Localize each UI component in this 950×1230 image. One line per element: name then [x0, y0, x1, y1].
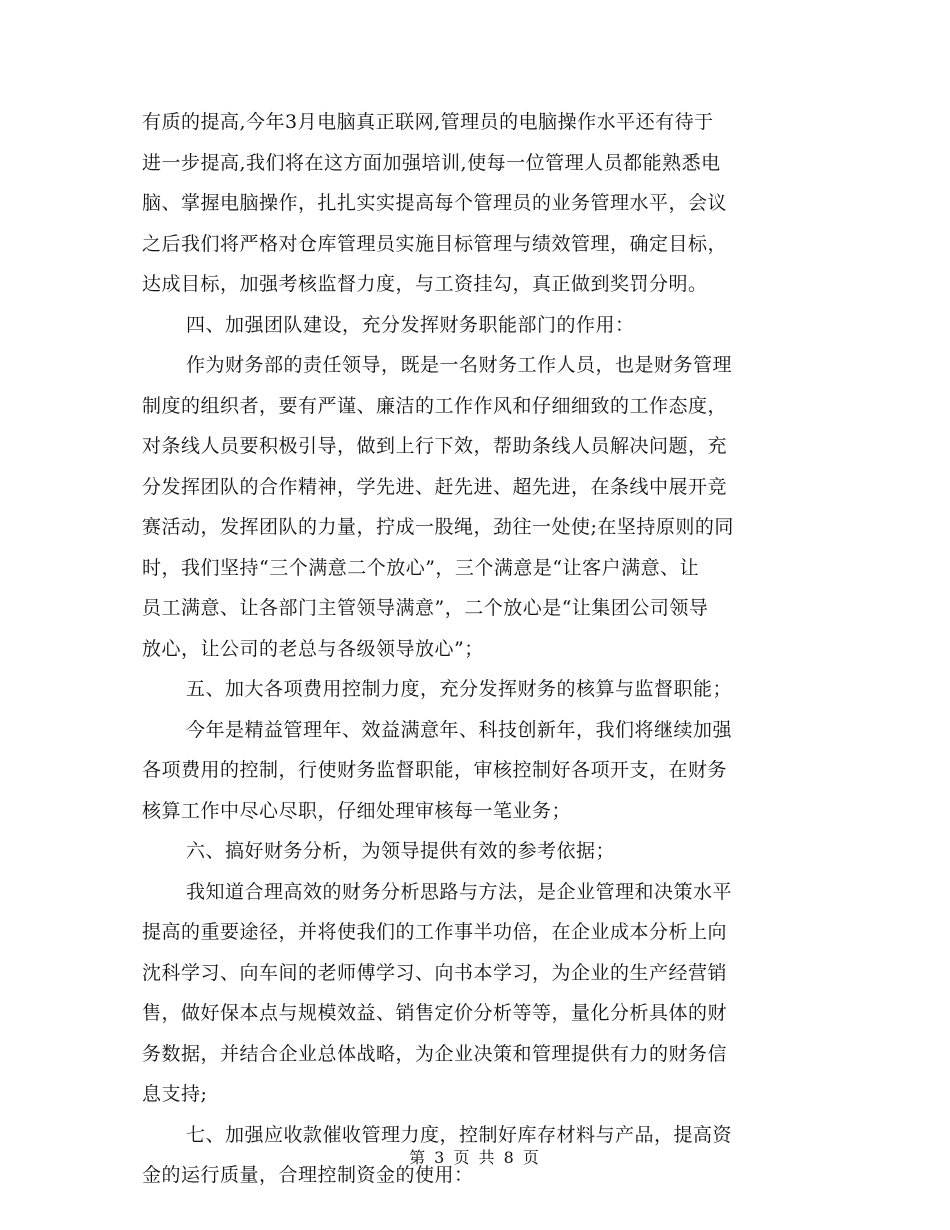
- section-heading: 六、搞好财务分析，为领导提供有效的参考依据；: [186, 840, 616, 862]
- text-line: 金的运行质量，合理控制资金的使用：: [142, 1164, 474, 1186]
- document-body: [142, 102, 802, 1196]
- page-number: 第 3 页 共 8 页: [409, 1148, 541, 1167]
- text-line: 息支持;: [142, 1083, 208, 1105]
- text-line: 对条线人员要积极引导，做到上行下效，帮助条线人员解决问题，充: [142, 435, 728, 457]
- text-line: 进一步提高,我们将在这方面加强培训,使每一位管理人员都能熟悉电: [142, 151, 721, 174]
- text-line: 分发挥团队的合作精神，学先进、赶先进、超先进，在条线中展开竞: [142, 475, 728, 498]
- text-line: 制度的组织者，要有严谨、廉洁的工作作风和仔细细致的工作态度，: [142, 394, 728, 417]
- text-line: 放心，让公司的老总与各级领导放心”；: [142, 637, 484, 660]
- text-line: 赛活动，发挥团队的力量，拧成一股绳，劲往一处使;在坚持原则的同: [142, 516, 734, 538]
- section-heading: 七、加强应收款催收管理力度，控制好库存材料与产品，提高资: [186, 1123, 733, 1146]
- text-line: 有质的提高,今年3月电脑真正联网,管理员的电脑操作水平还有待于: [142, 111, 714, 133]
- text-line: 我知道合理高效的财务分析思路与方法，是企业管理和决策水平: [186, 880, 733, 903]
- text-line: 沈科学习、向车间的老师傅学习、向书本学习，为企业的生产经营销: [142, 961, 728, 984]
- text-line: 各项费用的控制，行使财务监督职能，审核控制好各项开支，在财务: [142, 759, 728, 781]
- text-line: 核算工作中尽心尽职，仔细处理审核每一笔业务；: [142, 799, 572, 822]
- text-line: 作为财务部的责任领导，既是一名财务工作人员，也是财务管理: [186, 354, 733, 376]
- text-line: 脑、掌握电脑操作，扎扎实实提高每个管理员的业务管理水平，会议: [142, 192, 728, 214]
- text-line: 务数据，并结合企业总体战略，为企业决策和管理提供有力的财务信: [142, 1042, 728, 1065]
- text-line: 时，我们坚持“三个满意二个放心”，三个满意是“让客户满意、让: [142, 556, 700, 579]
- text-line: 达成目标，加强考核监督力度，与工资挂勾，真正做到奖罚分明。: [142, 273, 708, 295]
- section-heading: 五、加大各项费用控制力度，充分发挥财务的核算与监督职能；: [186, 678, 733, 700]
- text-line: 今年是精益管理年、效益满意年、科技创新年，我们将继续加强: [186, 718, 733, 741]
- text-line: 员工满意、让各部门主管领导满意”，二个放心是“让集团公司领导: [142, 597, 709, 619]
- section-heading: 四、加强团队建设，充分发挥财务职能部门的作用：: [186, 313, 635, 336]
- text-line: 售，做好保本点与规模效益、销售定价分析等等，量化分析具体的财: [142, 1002, 728, 1024]
- text-line: 提高的重要途径，并将使我们的工作事半功倍，在企业成本分析上向: [142, 921, 728, 943]
- text-line: 之后我们将严格对仓库管理员实施目标管理与绩效管理，确定目标，: [142, 232, 728, 255]
